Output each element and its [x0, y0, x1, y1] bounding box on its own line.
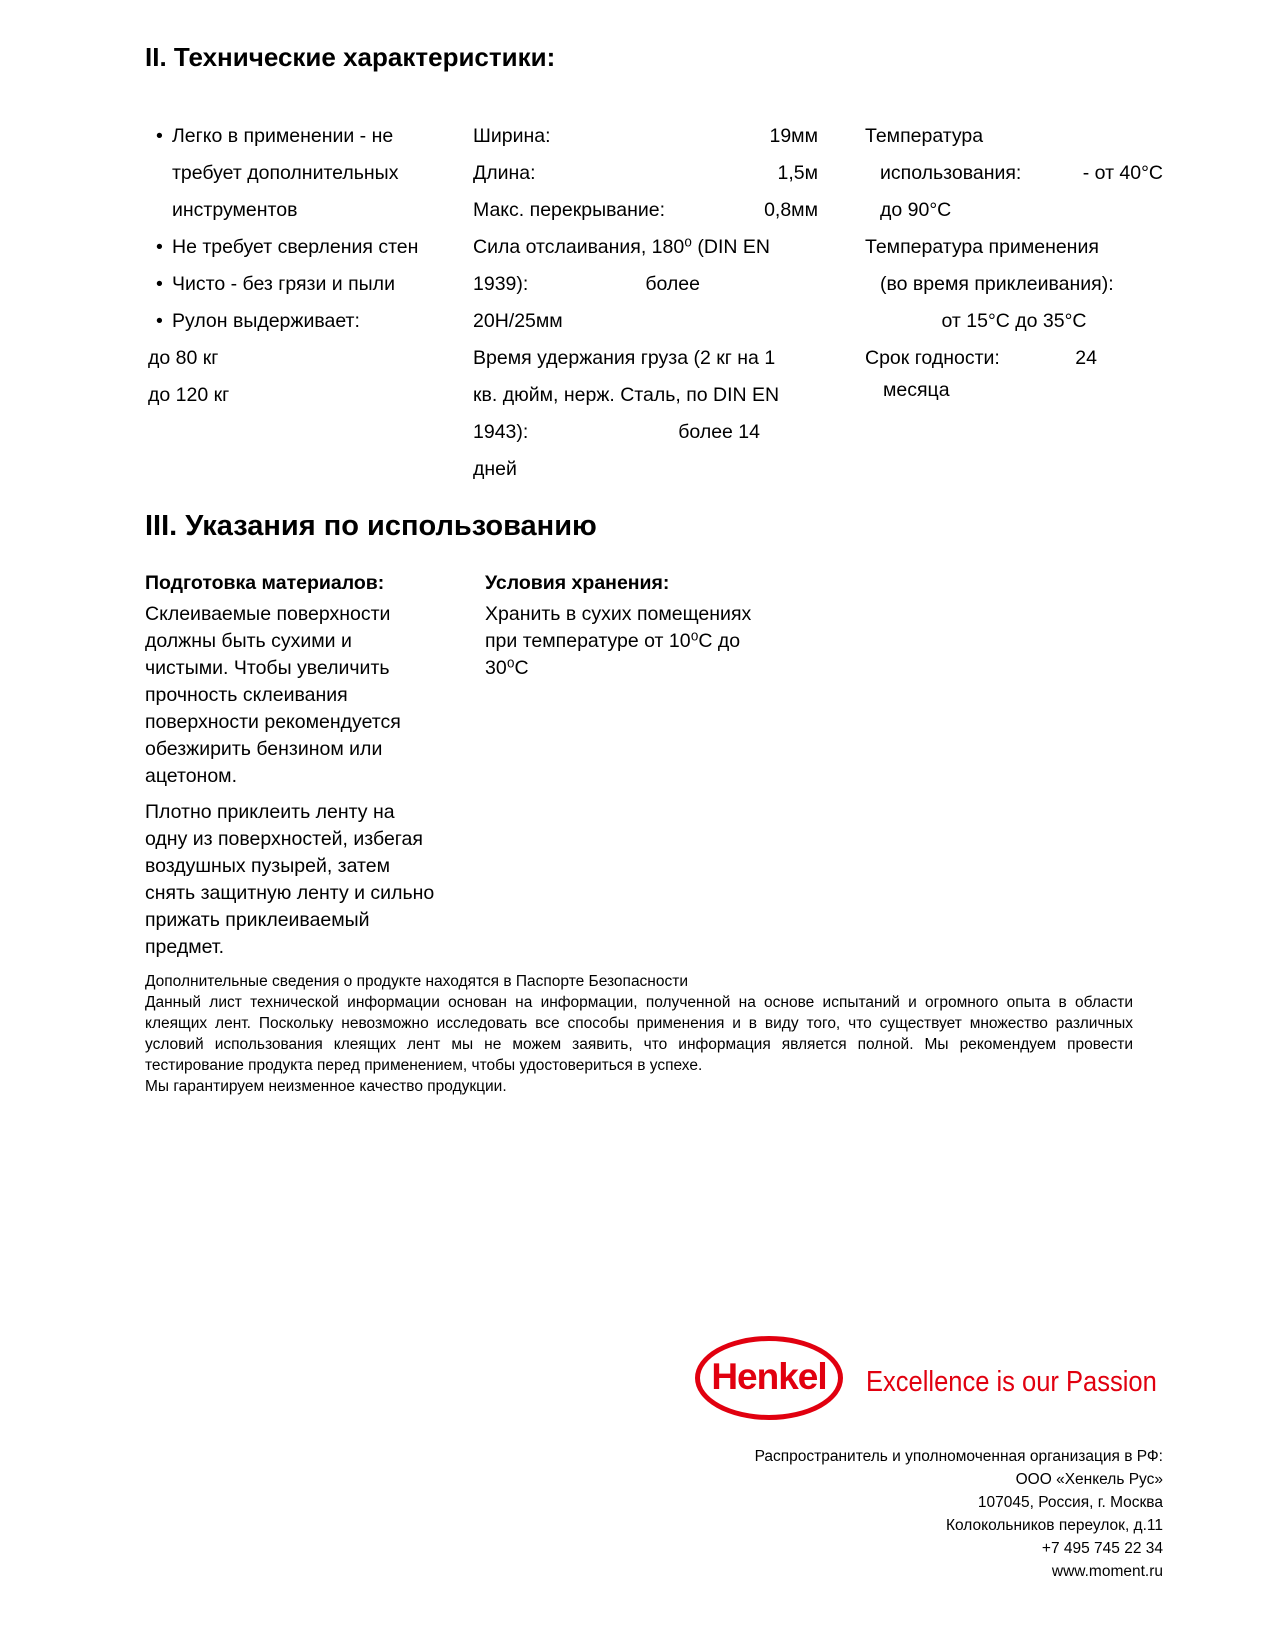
benefit-line: Не требует сверления стен: [172, 236, 419, 258]
load-capacity-line: до 120 кг: [148, 384, 230, 406]
benefit-line: Рулон выдерживает:: [172, 310, 360, 332]
spec-label: Ширина:: [473, 125, 551, 147]
benefit-line: Легко в применении - не: [172, 125, 394, 147]
brand-tagline: Excellence is our Passion: [866, 1366, 1157, 1398]
benefit-line: Чисто - без грязи и пыли: [172, 273, 395, 295]
temp-application-line: Температура применения: [865, 236, 1099, 258]
spec-label: 1939):: [473, 273, 529, 295]
spec-row-width: [473, 118, 818, 155]
website-url: www.moment.ru: [1051, 1563, 1163, 1580]
benefit-line: инструментов: [172, 199, 298, 221]
address-line: 107045, Россия, г. Москва: [977, 1494, 1163, 1511]
disclaimer-line: Мы гарантируем неизменное качество продукции.: [145, 1078, 507, 1095]
holding-time-line: Время удержания груза (2 кг на 1: [473, 347, 776, 369]
benefit-line: требует дополнительных: [172, 162, 399, 184]
storage-paragraph: Хранить в сухих помещениях при температуре от 10⁰С до 30⁰С: [485, 603, 752, 679]
disclaimer-block: [145, 971, 1133, 1097]
temp-use-line: Температура: [865, 125, 984, 147]
holding-time-line: [473, 414, 818, 451]
spec-value: 0,8мм: [764, 199, 818, 221]
temperature-column: [865, 118, 1163, 403]
henkel-logo-icon: [695, 1336, 843, 1420]
benefit-item: [148, 303, 460, 340]
address-line: ООО «Хенкель Рус»: [1015, 1471, 1163, 1488]
spec-value: более 14: [678, 421, 760, 443]
spec-value: 1,5м: [777, 162, 818, 184]
temp-application-line: от 15°С до 35°С: [941, 310, 1087, 332]
holding-time-line: дней: [473, 458, 517, 480]
peel-strength-line: [473, 266, 818, 303]
holding-time-line: кв. дюйм, нерж. Сталь, по DIN EN: [473, 384, 780, 406]
bullet-icon: •: [156, 273, 163, 295]
spec-row-overlap: [473, 192, 818, 229]
preparation-paragraph: Плотно приклеить ленту на одну из поверхностей, избегая воздушных пузырей, затем снять защитную ленту и сильно прижать приклеиваемый предмет.: [145, 801, 435, 958]
preparation-paragraph: Склеиваемые поверхности должны быть сухими и чистыми. Чтобы увеличить прочность склеивания поверхности рекомендуется обезжирить бензином или ацетоном.: [145, 603, 401, 787]
disclaimer-paragraph: Данный лист технической информации основан на информации, полученной на основе испытаний и огромного опыта в области клеящих лент. Поскольку невозможно исследовать все способы применения и в виду того, что существует множество различных условий использования клеящих лент мы не можем заявить, что информация является полной. Мы рекомендуем провести тестирование продукта перед применением, чтобы удостовериться в успехе.: [145, 994, 1133, 1074]
bullet-icon: •: [156, 125, 163, 147]
benefits-column: [148, 118, 460, 414]
spec-label: использования:: [880, 162, 1022, 184]
preparation-column: [145, 570, 440, 970]
bullet-icon: •: [156, 236, 163, 258]
section-iii-heading: III. Указания по использованию: [145, 510, 597, 542]
benefit-item: [148, 229, 460, 266]
spec-label: Длина:: [473, 162, 536, 184]
spec-value: более: [645, 273, 700, 295]
spec-value: 19мм: [769, 125, 818, 147]
temp-use-line: [865, 155, 1163, 192]
storage-column: [485, 570, 785, 691]
load-capacity-line: до 80 кг: [148, 347, 219, 369]
address-line: +7 495 745 22 34: [1041, 1540, 1163, 1557]
address-line: Колокольников переулок, д.11: [946, 1517, 1163, 1534]
storage-title: Условия хранения:: [485, 572, 670, 594]
shelf-life-line: месяца: [883, 379, 950, 401]
benefit-text: [172, 118, 398, 229]
temp-application-line: (во время приклеивания):: [880, 273, 1114, 295]
spec-value: - от 40°С: [1082, 162, 1163, 184]
spec-value: 24: [1075, 347, 1097, 369]
address-block: [755, 1445, 1163, 1583]
specs-column: [473, 118, 818, 488]
temp-use-line: до 90°С: [880, 199, 952, 221]
section-ii-heading: II. Технические характеристики:: [145, 42, 556, 72]
shelf-life-row: [865, 340, 1163, 377]
peel-strength-line: 20Н/25мм: [473, 310, 563, 332]
preparation-title: Подготовка материалов:: [145, 572, 385, 594]
peel-strength-line: Сила отслаивания, 180⁰ (DIN EN: [473, 236, 771, 258]
disclaimer-line: Дополнительные сведения о продукте находятся в Паспорте Безопасности: [145, 973, 688, 990]
spec-label: Срок годности:: [865, 347, 1000, 369]
address-line: Распространитель и уполномоченная организация в РФ:: [754, 1448, 1163, 1465]
benefit-item: [148, 266, 460, 303]
spec-label: 1943):: [473, 421, 529, 443]
bullet-icon: •: [156, 310, 163, 332]
spec-label: Макс. перекрывание:: [473, 199, 666, 221]
benefit-item: [148, 118, 460, 229]
spec-row-length: [473, 155, 818, 192]
henkel-wordmark: Henkel: [711, 1355, 827, 1397]
